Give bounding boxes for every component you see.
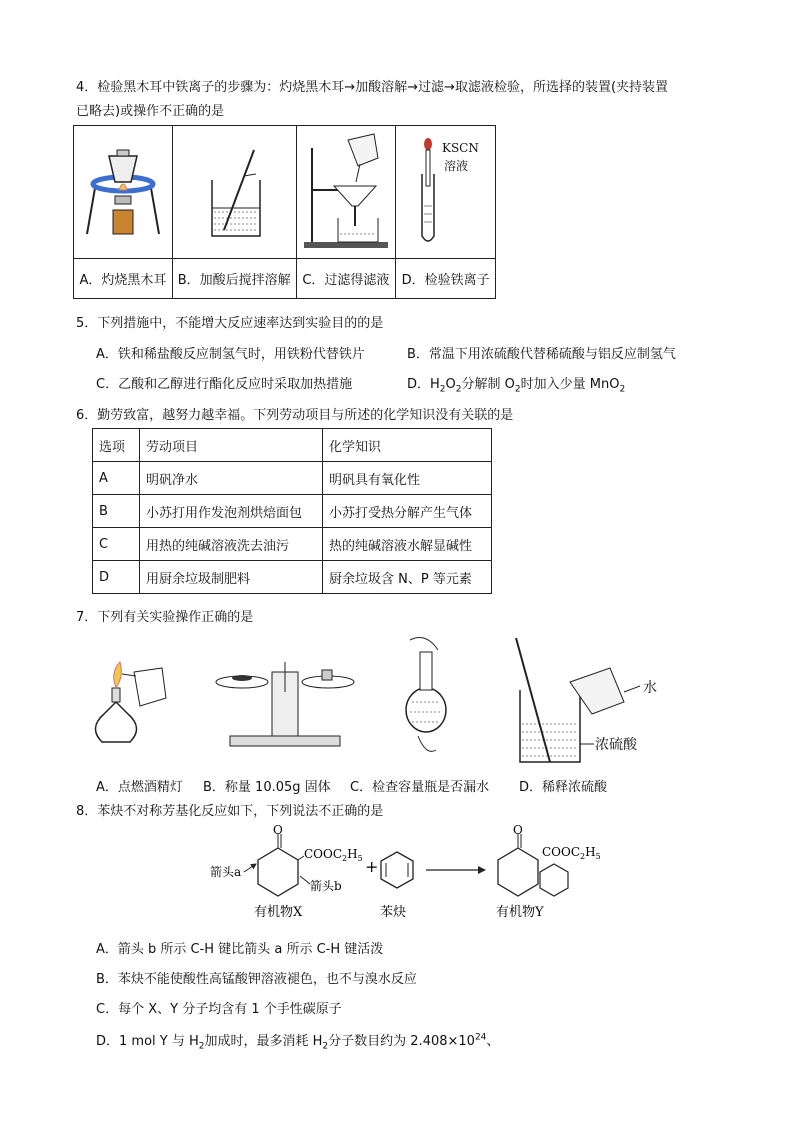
table-cell: 厨余垃圾含 N、P 等元素 bbox=[323, 561, 492, 594]
label-concentrated-acid: 浓硫酸 bbox=[595, 737, 637, 753]
q7-option-a[interactable]: A．点燃酒精灯 bbox=[96, 780, 183, 795]
q7-option-c[interactable]: C．检查容量瓶是否漏水 bbox=[350, 780, 490, 795]
table-cell: 用厨余垃圾制肥料 bbox=[140, 561, 323, 594]
q4-image-d bbox=[396, 126, 496, 259]
q6-table bbox=[92, 428, 492, 594]
q5-option-d[interactable] bbox=[407, 373, 625, 395]
label-water: 水 bbox=[643, 680, 657, 696]
q7-figures bbox=[80, 632, 680, 772]
q4-stem-line1: 4．检验黑木耳中铁离子的步骤为：灼烧黑木耳→加酸溶解→过滤→取滤液检验，所选择的装置(夹持装置 bbox=[76, 80, 669, 95]
table-cell: 用热的纯碱溶液洗去油污 bbox=[140, 528, 323, 561]
q5-option-d-sub-4: 2 bbox=[619, 384, 626, 395]
q4-image-a bbox=[74, 126, 173, 259]
table-header: 化学知识 bbox=[323, 429, 492, 462]
filtration-icon bbox=[298, 126, 394, 254]
q5-option-d-sub-1: 2 bbox=[439, 384, 446, 395]
q4-image-c bbox=[296, 126, 396, 259]
q5-option-a[interactable]: A．铁和稀盐酸反应制氢气时，用铁粉代替铁片 bbox=[96, 347, 365, 362]
q8-option-d-sub-2: 2 bbox=[322, 1041, 329, 1052]
q8-reaction-scheme bbox=[200, 823, 601, 926]
q4-stem-line2: 已略去)或操作不正确的是 bbox=[76, 104, 225, 119]
table-cell: 小苏打受热分解产生气体 bbox=[323, 495, 492, 528]
oxygen-label-y: O bbox=[513, 823, 523, 837]
beaker-stirring-icon bbox=[174, 126, 294, 254]
q7-stem: 7．下列有关实验操作正确的是 bbox=[76, 610, 254, 625]
q8-option-b[interactable]: B．苯炔不能使酸性高锰酸钾溶液褪色，也不与溴水反应 bbox=[96, 972, 417, 987]
crucible-burning-icon bbox=[75, 126, 171, 254]
q5-option-d-mid-1: O bbox=[445, 377, 456, 392]
ester-label-y: $COOC_2H_5$ bbox=[542, 845, 601, 861]
molecule-x bbox=[210, 823, 363, 920]
q6-stem: 6．勤劳致富，越努力越幸福。下列劳动项目与所述的化学知识没有关联的是 bbox=[76, 408, 514, 423]
ester-label-x: $COOC_2H_5$ bbox=[304, 847, 363, 863]
table-cell: 小苏打用作发泡剂烘焙面包 bbox=[140, 495, 323, 528]
table-row bbox=[93, 495, 492, 528]
q8-option-d-end: 、 bbox=[486, 1034, 500, 1049]
q8-stem: 8．苯炔不对称芳基化反应如下，下列说法不正确的是 bbox=[76, 804, 384, 819]
q8-option-d[interactable] bbox=[96, 1030, 499, 1052]
table-cell: 明矾具有氧化性 bbox=[323, 462, 492, 495]
q5-option-d-sub-3: 2 bbox=[514, 384, 521, 395]
q8-option-d-part1: D．1 mol Y 与 H bbox=[96, 1034, 199, 1049]
q8-option-d-sub-1: 2 bbox=[198, 1041, 205, 1052]
molecule-y bbox=[496, 823, 601, 920]
q5-option-c[interactable]: C．乙酸和乙醇进行酯化反应时采取加热措施 bbox=[96, 377, 353, 392]
q5-stem: 5．下列措施中，不能增大反应速率达到实验目的的是 bbox=[76, 316, 384, 331]
table-header: 选项 bbox=[93, 429, 140, 462]
plus-sign: + bbox=[365, 857, 379, 876]
name-benzyne: 苯炔 bbox=[380, 905, 407, 920]
oxygen-label: O bbox=[273, 823, 283, 837]
arrow-a-label: 箭头a bbox=[210, 865, 242, 879]
q5-option-d-mid-3: 时加入少量 MnO bbox=[520, 377, 620, 392]
q4-apparatus-table bbox=[73, 125, 496, 299]
q8-option-d-part2: 加成时，最多消耗 H bbox=[204, 1034, 323, 1049]
table-row bbox=[93, 528, 492, 561]
alcohol-lamp-icon bbox=[95, 662, 166, 742]
q5-option-b[interactable]: B．常温下用浓硫酸代替稀硫酸与铝反应制氢气 bbox=[407, 347, 676, 362]
table-header-row bbox=[93, 429, 492, 462]
reagent-label-solution: 溶液 bbox=[443, 159, 468, 173]
table-cell: A bbox=[93, 462, 140, 495]
table-cell: D bbox=[93, 561, 140, 594]
table-row bbox=[93, 561, 492, 594]
arrow-b-label: 箭头b bbox=[310, 879, 342, 893]
q5-option-d-prefix: D．H bbox=[407, 377, 440, 392]
q5-option-d-sub-2: 2 bbox=[455, 384, 462, 395]
q7-option-d[interactable]: D．稀释浓硫酸 bbox=[519, 780, 608, 795]
table-header: 劳动项目 bbox=[140, 429, 323, 462]
q8-option-d-exponent: 24 bbox=[474, 1032, 487, 1043]
q4-image-b bbox=[172, 126, 296, 259]
reagent-label-kscn: KSCN bbox=[441, 141, 479, 155]
table-cell: 热的纯碱溶液水解显碱性 bbox=[323, 528, 492, 561]
table-row bbox=[93, 462, 492, 495]
table-cell: B bbox=[93, 495, 140, 528]
q5-option-d-mid-2: 分解制 O bbox=[461, 377, 515, 392]
test-tube-dropper-icon bbox=[398, 126, 494, 254]
table-cell: C bbox=[93, 528, 140, 561]
volumetric-flask-icon bbox=[406, 638, 446, 752]
name-x: 有机物X bbox=[254, 905, 303, 920]
name-y: 有机物Y bbox=[496, 905, 544, 920]
benzyne bbox=[380, 852, 413, 920]
balance-scale-icon bbox=[216, 662, 354, 746]
q7-option-b[interactable]: B．称量 10.05g 固体 bbox=[203, 780, 331, 795]
q8-option-a[interactable]: A．箭头 b 所示 C-H 键比箭头 a 所示 C-H 键活泼 bbox=[96, 942, 384, 957]
dilution-beaker-icon bbox=[516, 638, 657, 762]
q4-option-c[interactable]: C．过滤得滤液 bbox=[296, 259, 396, 299]
q4-option-b[interactable]: B．加酸后搅拌溶解 bbox=[172, 259, 296, 299]
q4-option-a[interactable]: A．灼烧黑木耳 bbox=[74, 259, 173, 299]
q4-option-d[interactable]: D．检验铁离子 bbox=[396, 259, 496, 299]
table-cell: 明矾净水 bbox=[140, 462, 323, 495]
q8-option-d-part3: 分子数目约为 2.408×10 bbox=[328, 1034, 475, 1049]
q8-option-c[interactable]: C．每个 X、Y 分子均含有 1 个手性碳原子 bbox=[96, 1002, 342, 1017]
